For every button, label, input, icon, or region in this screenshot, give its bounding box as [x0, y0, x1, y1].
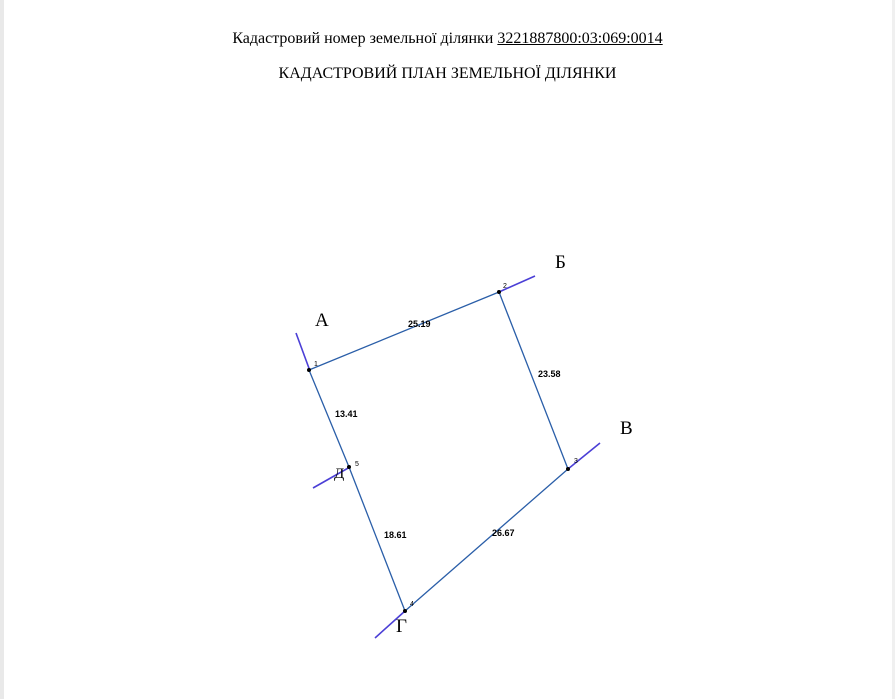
neighbor-label-a: А: [315, 310, 329, 331]
vertex-label-5: 5: [355, 461, 359, 468]
boundary-segment-2-3: [499, 292, 568, 469]
vertex-label-2: 2: [503, 283, 507, 290]
length-label-5-1: 13.41: [335, 409, 358, 419]
vertex-marker-3: [566, 467, 570, 471]
neighbor-label-g: Г: [396, 616, 407, 637]
vertex-label-3: 3: [574, 458, 578, 465]
cadastral-number-prefix: Кадастровий номер земельної ділянки: [232, 30, 494, 47]
vertex-marker-1: [307, 368, 311, 372]
vertex-marker-4: [403, 609, 407, 613]
vertex-label-1: 1: [314, 361, 318, 368]
neighbor-line-v: [568, 443, 600, 469]
cadastral-number: 3221887800:03:069:0014: [497, 30, 663, 47]
length-label-1-2: 25.19: [408, 319, 431, 329]
plan-title: КАДАСТРОВИЙ ПЛАН ЗЕМЕЛЬНОЇ ДІЛЯНКИ: [278, 65, 617, 82]
neighbor-line-a: [296, 333, 310, 371]
vertex-marker-2: [497, 290, 501, 294]
vertex-label-4: 4: [410, 601, 414, 608]
boundary-segment-1-2: [309, 292, 499, 370]
neighbor-label-d: Д: [334, 466, 345, 482]
neighbor-label-v: В: [620, 418, 633, 439]
boundary-segment-3-4: [405, 469, 568, 611]
neighbor-label-b: Б: [555, 252, 566, 273]
vertex-marker-5: [347, 465, 351, 469]
length-label-4-5: 18.61: [384, 530, 407, 540]
length-label-3-4: 26.67: [492, 528, 515, 538]
neighbor-line-d: [313, 467, 350, 488]
length-label-2-3: 23.58: [538, 369, 561, 379]
